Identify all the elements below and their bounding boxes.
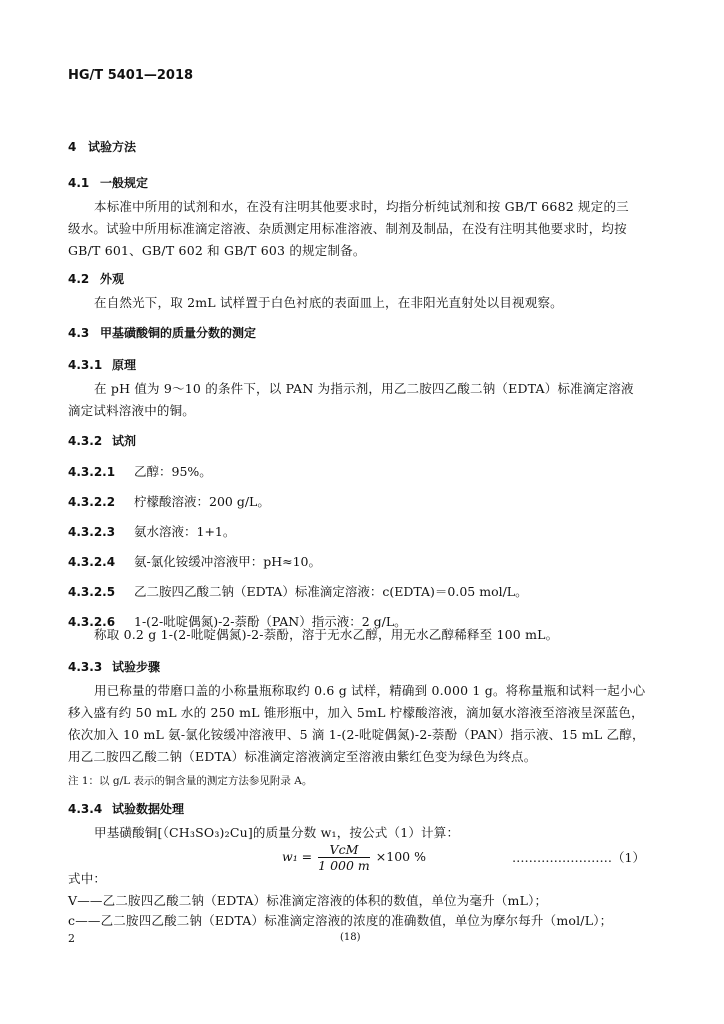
section-number: 4 bbox=[68, 140, 77, 154]
item-text: 氨水溶液：1+1。 bbox=[134, 524, 236, 539]
where-label: 式中： bbox=[68, 871, 107, 886]
item-number: 4.3.2.5 bbox=[68, 585, 116, 599]
reagent-item bbox=[68, 462, 212, 480]
paragraph-line: 滴定试料溶液中的铜。 bbox=[68, 403, 196, 418]
section-title: 原理 bbox=[112, 358, 137, 372]
formula-denominator: 1 000 m bbox=[318, 858, 370, 873]
section-4-3-2-heading bbox=[68, 432, 136, 449]
item-text: 氨-氯化铵缓冲溶液甲：pH≈10。 bbox=[134, 554, 322, 569]
section-number: 4.3.1 bbox=[68, 358, 103, 372]
section-title: 一般规定 bbox=[100, 176, 149, 190]
section-title: 外观 bbox=[100, 272, 125, 286]
paragraph-line: 甲基磺酸铜[（CH₃SO₃)₂Cu]的质量分数 w₁，按公式（1）计算： bbox=[94, 825, 460, 840]
section-4-2-heading bbox=[68, 270, 124, 287]
item-number: 4.3.2.4 bbox=[68, 555, 116, 569]
section-4-3-heading bbox=[68, 324, 256, 341]
item-number: 4.3.2.3 bbox=[68, 525, 116, 539]
formula-label: ……………………（1） bbox=[512, 850, 645, 865]
item-number: 4.3.2.2 bbox=[68, 495, 116, 509]
reagent-item bbox=[68, 582, 528, 600]
paragraph-line: 用已称量的带磨口盖的小称量瓶称取约 0.6 g 试样，精确到 0.000 1 g。将称量瓶和试料一起小心 bbox=[94, 683, 646, 698]
reagent-item bbox=[68, 552, 321, 570]
formula-fraction bbox=[318, 842, 370, 873]
section-number: 4.3 bbox=[68, 326, 90, 340]
section-title: 试验步骤 bbox=[112, 660, 161, 674]
section-4-3-3-heading bbox=[68, 658, 160, 675]
item-number: 4.3.2.6 bbox=[68, 615, 116, 629]
definition-line: V——乙二胺四乙酸二钠（EDTA）标准滴定溶液的体积的数值，单位为毫升（mL）； bbox=[68, 893, 548, 908]
formula-rhs: ×100 % bbox=[375, 849, 426, 864]
section-title: 试剂 bbox=[112, 434, 137, 448]
section-number: 4.3.2 bbox=[68, 434, 103, 448]
section-title: 甲基磺酸铜的质量分数的测定 bbox=[100, 326, 257, 340]
note: 注 1：以 g/L 表示的铜含量的测定方法参见附录 A。 bbox=[68, 775, 313, 787]
reagent-item bbox=[68, 492, 270, 510]
section-number: 4.3.3 bbox=[68, 660, 103, 674]
section-title: 试验数据处理 bbox=[112, 802, 185, 816]
section-4-1-heading bbox=[68, 174, 148, 191]
paragraph-line: 本标准中所用的试剂和水，在没有注明其他要求时，均指分析纯试剂和按 GB/T 6682 规定的三 bbox=[94, 199, 629, 214]
section-4-3-4-heading bbox=[68, 800, 184, 817]
paragraph-line: 在 pH 值为 9～10 的条件下，以 PAN 为指示剂，用乙二胺四乙酸二钠（EDTA）标准滴定溶液 bbox=[94, 381, 634, 396]
paragraph-line: 依次加入 10 mL 氨-氯化铵缓冲溶液甲、5 滴 1-(2-吡啶偶氮)-2-萘酚（PAN）指示液、15 mL 乙醇， bbox=[68, 727, 645, 742]
paragraph-line: 移入盛有约 50 mL 水的 250 mL 锥形瓶中，加入 5mL 柠檬酸溶液，滴加氨水溶液至溶液呈深蓝色， bbox=[68, 705, 644, 720]
item-text: 柠檬酸溶液：200 g/L。 bbox=[134, 494, 270, 509]
standard-code: HG/T 5401—2018 bbox=[68, 68, 194, 83]
paragraph-line: 在自然光下，取 2mL 试样置于白色衬底的表面皿上，在非阳光直射处以目视观察。 bbox=[94, 295, 563, 310]
paragraph-line: 称取 0.2 g 1-(2-吡啶偶氮)-2-萘酚，溶于无水乙醇，用无水乙醇稀释至 100 mL。 bbox=[94, 627, 559, 642]
page-center-number: (18) bbox=[340, 932, 361, 943]
section-4-3-1-heading bbox=[68, 356, 136, 373]
page-number: 2 bbox=[68, 932, 75, 945]
section-number: 4.1 bbox=[68, 176, 90, 190]
section-title: 试验方法 bbox=[88, 140, 137, 154]
definition-line: c——乙二胺四乙酸二钠（EDTA）标准滴定溶液的浓度的准确数值，单位为摩尔每升（mol/L）； bbox=[68, 913, 613, 928]
item-text: 1-(2-吡啶偶氮)-2-萘酚（PAN）指示液：2 g/L。 bbox=[134, 614, 407, 629]
formula bbox=[282, 842, 426, 873]
section-number: 4.2 bbox=[68, 272, 90, 286]
formula-numerator: VcM bbox=[318, 842, 370, 858]
item-text: 乙醇：95%。 bbox=[134, 464, 212, 479]
paragraph-line: GB/T 601、GB/T 602 和 GB/T 603 的规定制备。 bbox=[68, 243, 366, 258]
paragraph-line: 级水。试验中所用标准滴定溶液、杂质测定用标准溶液、制剂及制品，在没有注明其他要求时，均按 bbox=[68, 221, 627, 236]
formula-lhs: w₁ = bbox=[282, 849, 313, 864]
item-number: 4.3.2.1 bbox=[68, 465, 116, 479]
section-number: 4.3.4 bbox=[68, 802, 103, 816]
item-text: 乙二胺四乙酸二钠（EDTA）标准滴定溶液：c(EDTA)＝0.05 mol/L。 bbox=[134, 584, 528, 599]
section-4-heading bbox=[68, 138, 136, 155]
paragraph-line: 用乙二胺四乙酸二钠（EDTA）标准滴定溶液滴定至溶液由紫红色变为绿色为终点。 bbox=[68, 749, 537, 764]
reagent-item bbox=[68, 522, 235, 540]
